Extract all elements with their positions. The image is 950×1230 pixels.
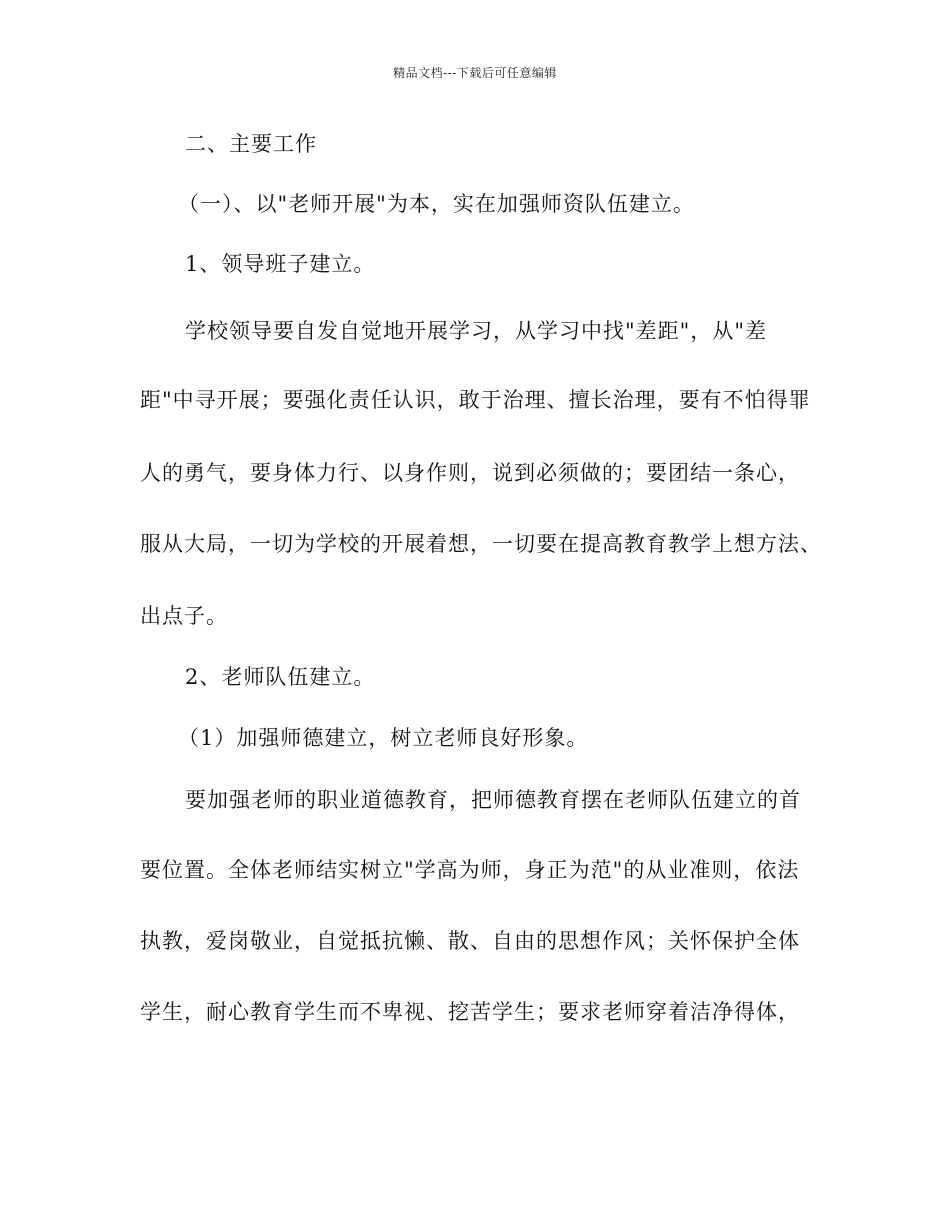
paragraph-line: 学校领导要自发自觉地开展学习，从学习中找"差距"，从"差 (185, 319, 767, 343)
paragraph-line: 要位置。全体老师结实树立"学高为师，身正为范"的从业准则，依法 (140, 858, 800, 882)
paragraph-line: 人的勇气，要身体力行、以身作则，说到必须做的；要团结一条心， (140, 461, 800, 485)
paragraph-line: 要加强老师的职业道德教育，把师德教育摆在老师队伍建立的首 (185, 788, 801, 812)
paragraph-line: 距"中寻开展；要强化责任认识，敢于治理、擅长治理，要有不怕得罪 (140, 388, 811, 412)
paragraph-line: 出点子。 (140, 604, 228, 628)
subsection-heading: （一）、以"老师开展"为本，实在加强师资队伍建立。 (178, 192, 695, 216)
paragraph-line: 学生，耐心教育学生而不卑视、挖苦学生；要求老师穿着洁净得体， (140, 1000, 800, 1024)
item-heading: 1、领导班子建立。 (185, 252, 376, 276)
section-heading: 二、主要工作 (185, 132, 317, 156)
paragraph-line: 服从大局，一切为学校的开展着想，一切要在提高教育教学上想方法、 (140, 532, 822, 556)
subitem-heading: （1）加强师德建立，树立老师良好形象。 (178, 726, 589, 750)
item-heading: 2、老师队伍建立。 (185, 665, 376, 689)
paragraph-line: 执教，爱岗敬业，自觉抵抗懒、散、自由的思想作风；关怀保护全体 (140, 929, 800, 953)
page-header: 精品文档---下载后可任意编辑 (393, 66, 557, 80)
